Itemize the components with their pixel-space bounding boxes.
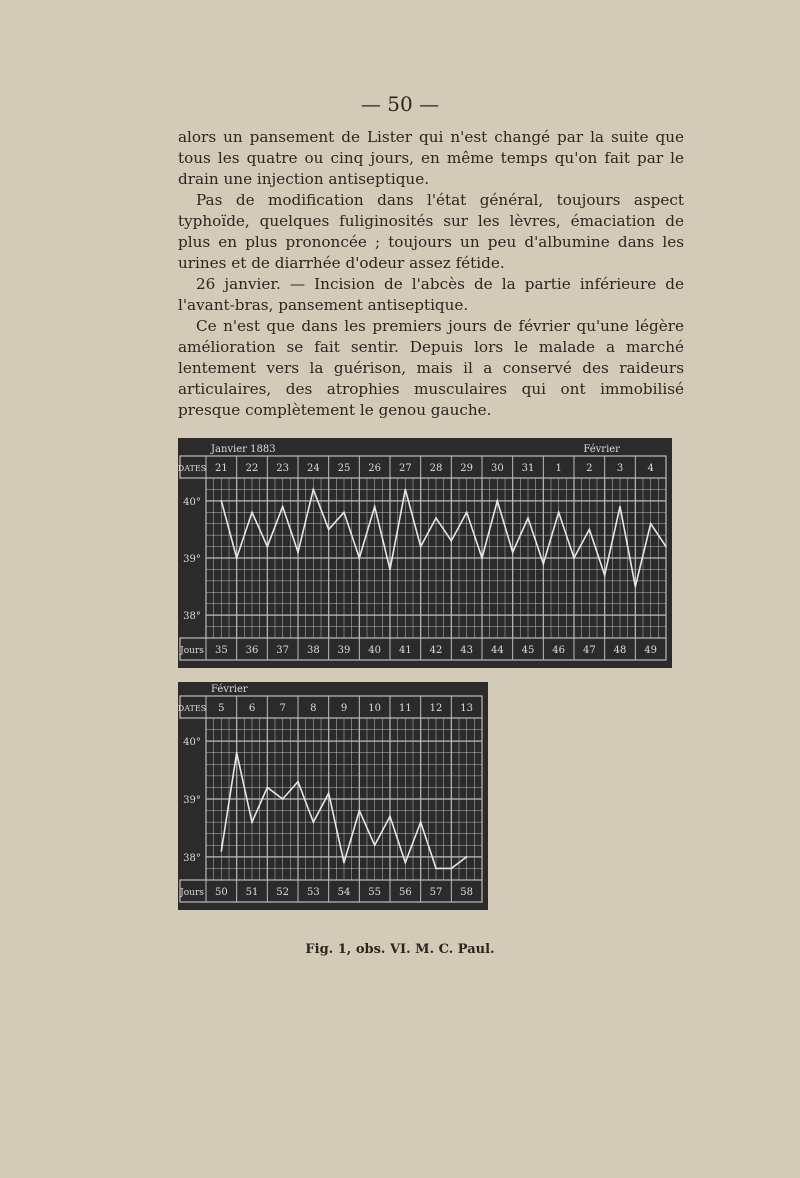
date-tick-label: 6: [248, 703, 256, 714]
temperature-point: [267, 787, 269, 789]
y-tick-label: 39°: [183, 554, 201, 565]
temperature-point: [328, 529, 330, 531]
date-tick-label: 31: [521, 463, 535, 474]
temperature-point: [389, 569, 391, 571]
jour-tick-label: 44: [490, 645, 504, 656]
date-tick-label: 24: [306, 463, 320, 474]
y-tick-label: 39°: [183, 795, 201, 806]
date-tick-label: 12: [429, 703, 443, 714]
temperature-point: [435, 517, 437, 519]
date-tick-label: 30: [490, 463, 504, 474]
date-tick-label: 29: [460, 463, 474, 474]
jour-tick-label: 35: [214, 645, 228, 656]
date-tick-label: 27: [398, 463, 412, 474]
jour-tick-label: 48: [613, 645, 627, 656]
date-tick-label: 5: [218, 703, 225, 714]
paragraph-2: Pas de modification dans l'état général, toujours aspect typhoïde, quelques fuliginosités sur les lèvres, émaciation de plus en plus prononcée ; toujours un peu d'albumine dans les urines et de diarrhée d'odeur assez fétide.: [178, 191, 684, 272]
jour-tick-label: 52: [276, 887, 290, 898]
paragraph-3: 26 janvier. — Incision de l'abcès de la partie inférieure de l'avant-bras, pansement antiseptique.: [178, 275, 684, 314]
paragraph-1: alors un pansement de Lister qui n'est changé par la suite que tous les quatre ou cinq jours, en même temps qu'on fait par le drain une injection antiseptique.: [178, 128, 684, 188]
figure-caption: Fig. 1, obs. VI. M. C. Paul.: [305, 942, 495, 957]
jour-tick-label: 55: [368, 887, 382, 898]
jour-tick-label: 58: [460, 887, 474, 898]
temperature-point: [297, 551, 299, 553]
temperature-point: [389, 816, 391, 818]
y-tick-label: 40°: [183, 737, 201, 749]
temperature-chart: [178, 438, 672, 918]
temperature-point: [236, 752, 238, 754]
y-tick-label: 38°: [183, 852, 201, 864]
jour-tick-label: 57: [429, 887, 443, 898]
date-tick-label: 26: [368, 463, 382, 474]
jour-tick-label: 47: [582, 645, 596, 656]
temperature-point: [527, 517, 529, 519]
jours-row-label: Jours: [180, 646, 204, 656]
temperature-point: [359, 557, 361, 559]
date-tick-label: 2: [586, 463, 593, 474]
month-label: Février: [583, 444, 620, 455]
jours-row-label: Jours: [180, 888, 204, 898]
page-number: — 50 —: [360, 92, 440, 116]
temperature-chart-figure: [178, 438, 672, 918]
y-tick-label: 40°: [183, 496, 201, 508]
jour-tick-label: 43: [460, 645, 474, 656]
temperature-point: [328, 792, 330, 794]
temperature-point: [282, 506, 284, 508]
jour-tick-label: 38: [306, 645, 320, 656]
jour-tick-label: 46: [552, 645, 566, 656]
temperature-point: [251, 821, 253, 823]
date-tick-label: 4: [647, 463, 654, 474]
temperature-point: [558, 511, 560, 513]
temperature-point: [604, 574, 606, 576]
jour-tick-label: 56: [398, 887, 412, 898]
jour-tick-label: 50: [214, 887, 228, 898]
temperature-point: [512, 551, 514, 553]
chart-panel-2-background: [178, 682, 488, 910]
temperature-point: [221, 500, 223, 502]
temperature-point: [405, 489, 407, 491]
jour-tick-label: 39: [337, 645, 351, 656]
jour-tick-label: 45: [521, 645, 535, 656]
date-tick-label: 3: [616, 463, 624, 474]
date-tick-label: 7: [279, 703, 286, 714]
temperature-point: [313, 489, 315, 491]
temperature-point: [251, 511, 253, 513]
temperature-point: [466, 856, 468, 858]
temperature-point: [359, 810, 361, 812]
temperature-point: [221, 850, 223, 852]
temperature-point: [466, 511, 468, 513]
date-tick-label: 25: [337, 463, 351, 474]
jour-tick-label: 53: [306, 887, 320, 898]
temperature-point: [343, 862, 345, 864]
date-tick-label: 1: [555, 463, 562, 474]
temperature-point: [297, 781, 299, 783]
date-tick-label: 28: [429, 463, 443, 474]
date-tick-label: 9: [340, 703, 348, 714]
temperature-point: [420, 821, 422, 823]
jour-tick-label: 54: [337, 887, 351, 898]
temperature-point: [451, 868, 453, 870]
temperature-point: [650, 523, 652, 525]
temperature-point: [543, 563, 545, 565]
temperature-point: [635, 586, 637, 588]
jour-tick-label: 36: [245, 645, 259, 656]
date-tick-label: 22: [245, 463, 259, 474]
temperature-point: [573, 557, 575, 559]
date-tick-label: 13: [460, 703, 474, 714]
temperature-point: [435, 868, 437, 870]
temperature-point: [267, 546, 269, 548]
jour-tick-label: 49: [644, 645, 658, 656]
temperature-point: [619, 506, 621, 508]
temperature-point: [405, 862, 407, 864]
temperature-point: [236, 557, 238, 559]
temperature-point: [374, 506, 376, 508]
temperature-point: [481, 557, 483, 559]
date-tick-label: 8: [310, 703, 317, 714]
y-tick-label: 38°: [183, 611, 201, 623]
paragraph-4: Ce n'est que dans les premiers jours de février qu'une légère amélioration se fait sentir. Depuis lors le malade a marché lentement vers la guérison, mais il a conservé des raideurs articulaires, des atrophies musculaires qui ont immobilisé presque complètement le genou gauche.: [178, 317, 684, 419]
temperature-point: [374, 844, 376, 846]
jour-tick-label: 40: [368, 645, 382, 656]
month-label: Janvier 1883: [211, 444, 276, 455]
temperature-point: [313, 821, 315, 823]
jour-tick-label: 51: [245, 887, 259, 898]
temperature-point: [497, 500, 499, 502]
date-tick-label: 11: [398, 703, 412, 714]
temperature-point: [420, 546, 422, 548]
jour-tick-label: 37: [276, 645, 290, 656]
jour-tick-label: 42: [429, 645, 443, 656]
date-tick-label: 21: [214, 463, 228, 474]
month-label: Février: [211, 684, 248, 695]
jour-tick-label: 41: [398, 645, 412, 656]
dates-row-label: DATES: [178, 464, 207, 473]
date-tick-label: 10: [368, 703, 382, 714]
temperature-point: [589, 529, 591, 531]
temperature-point: [282, 798, 284, 800]
date-tick-label: 23: [276, 463, 290, 474]
temperature-point: [343, 511, 345, 513]
body-text: [178, 127, 684, 421]
temperature-point: [451, 540, 453, 542]
temperature-point: [665, 546, 667, 548]
dates-row-label: DATES: [178, 704, 207, 713]
